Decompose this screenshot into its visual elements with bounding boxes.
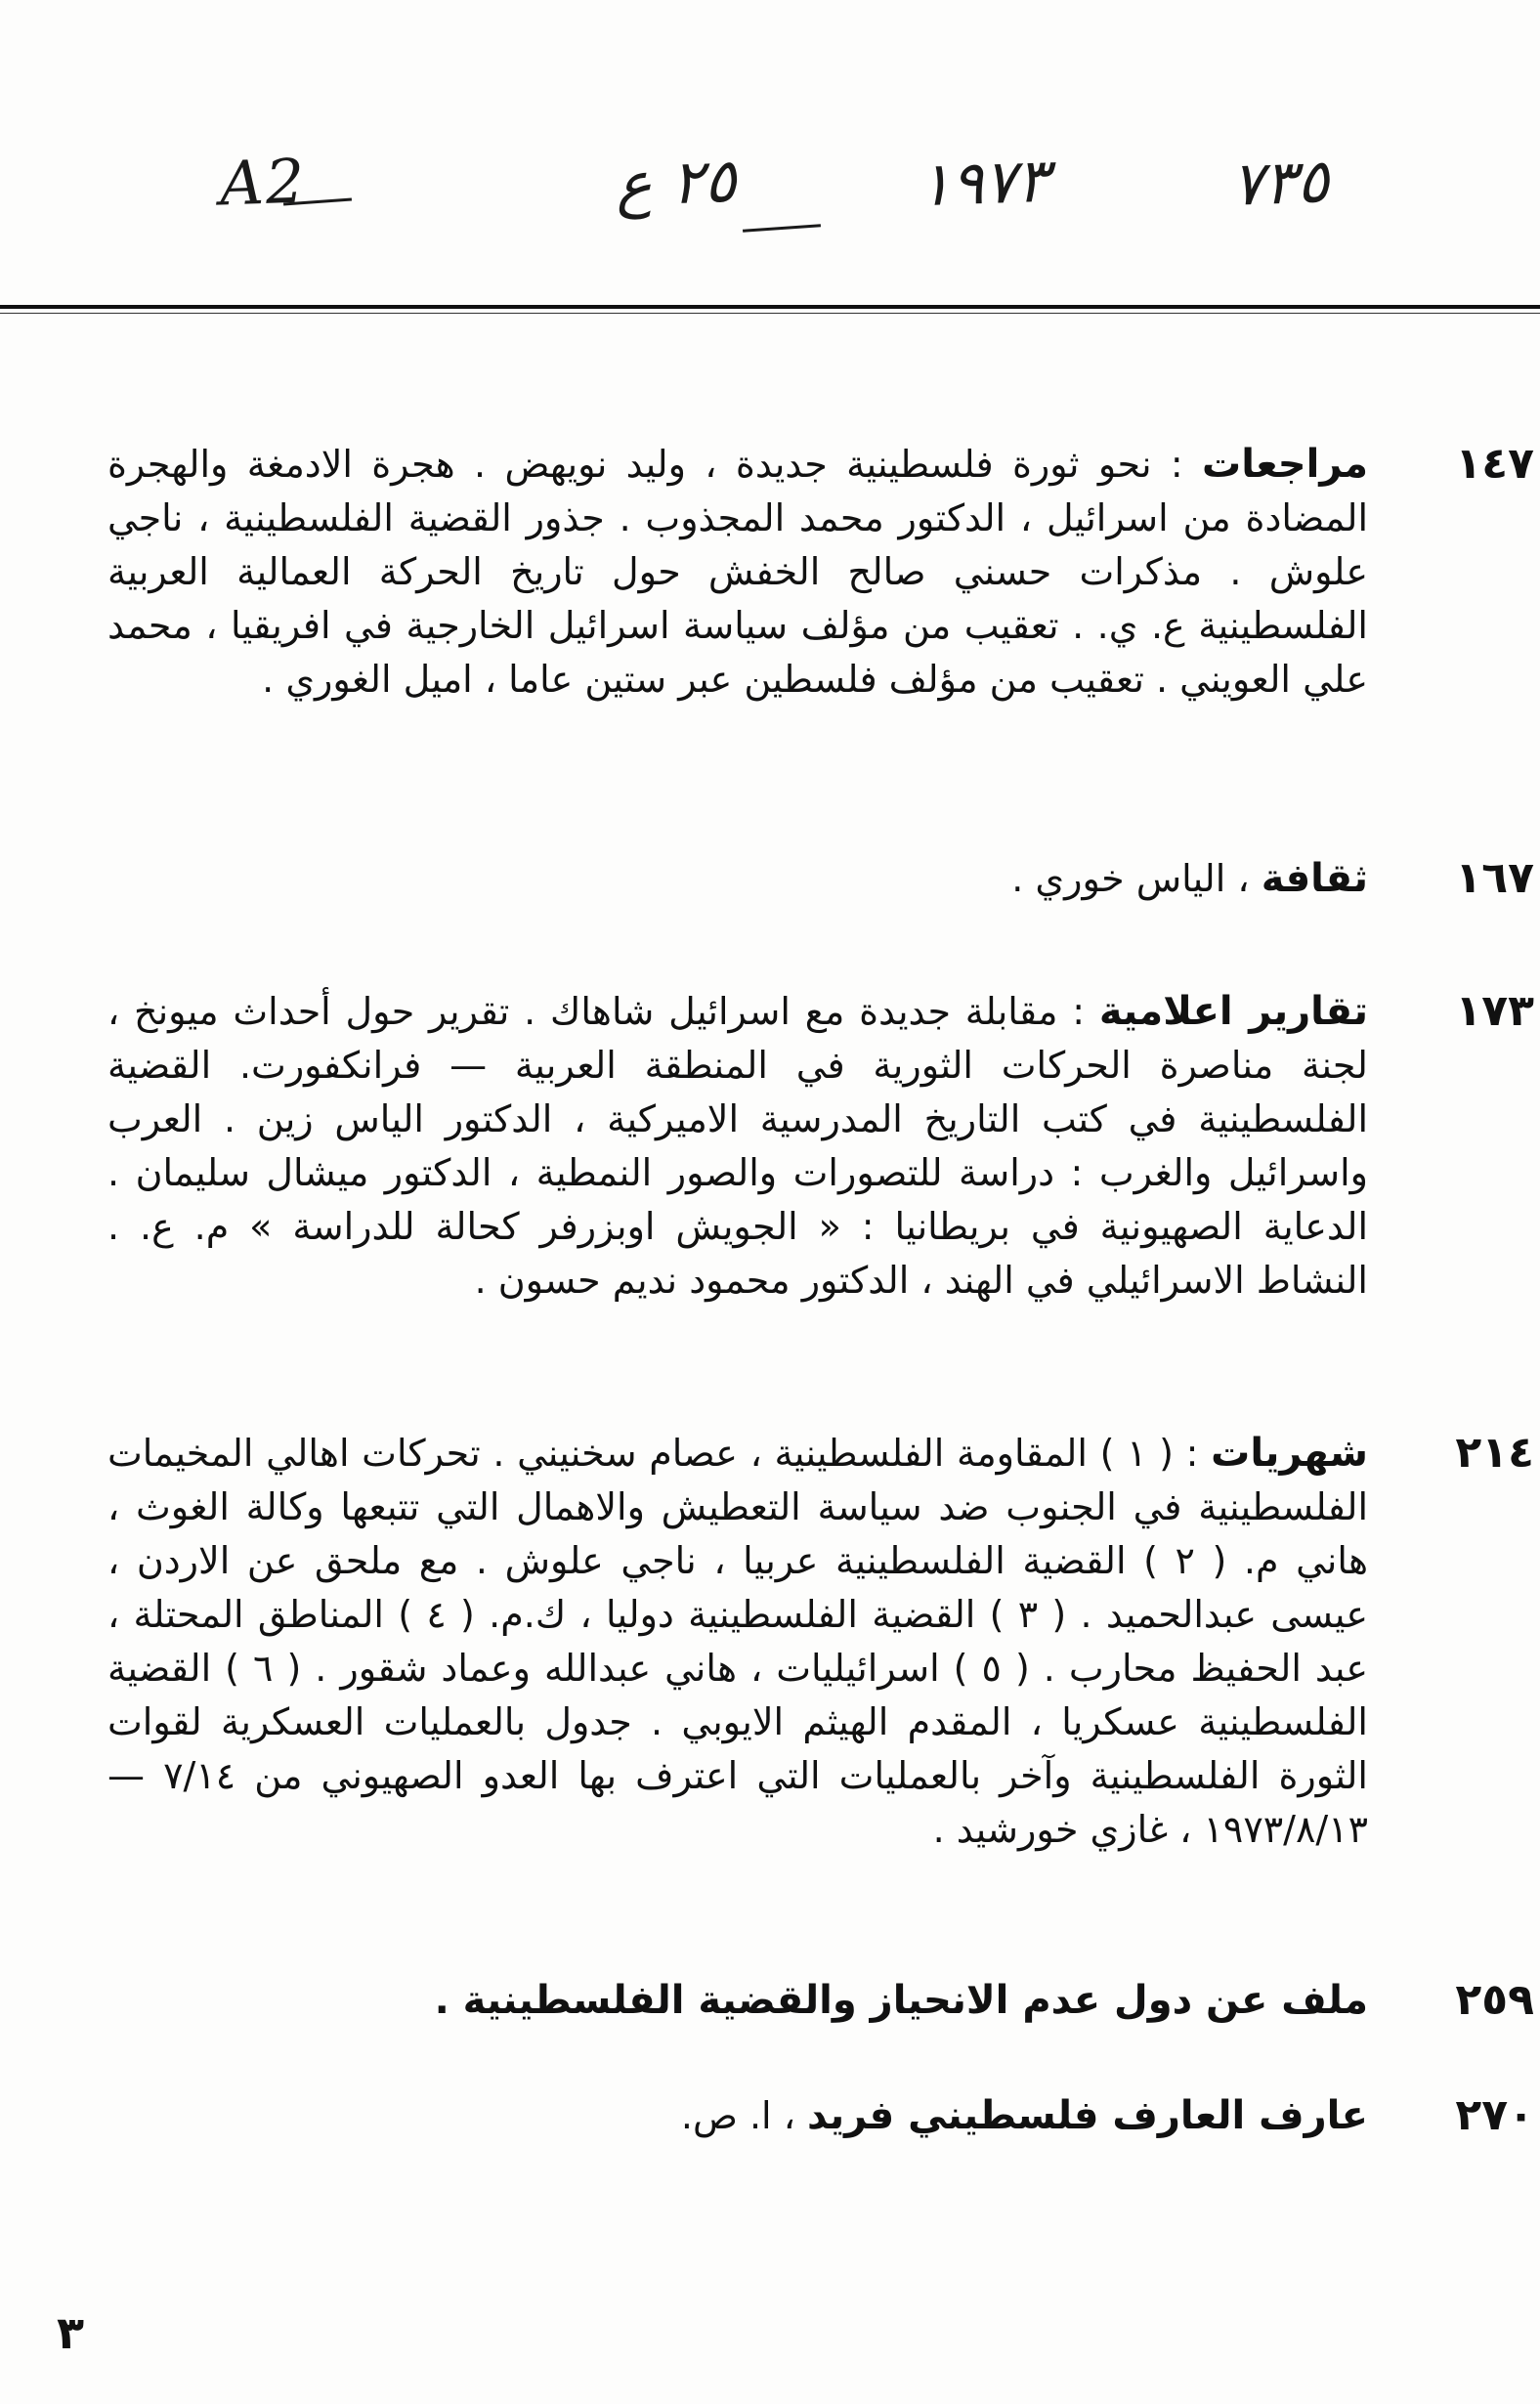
entry-text xyxy=(107,438,1368,707)
entry-text xyxy=(107,2089,1368,2143)
entry-page-number: ١٤٧ xyxy=(1455,439,1534,489)
entry-page-number: ٢١٤ xyxy=(1455,1428,1534,1478)
header-rule-thin xyxy=(0,313,1540,314)
entry-heading: شهريات xyxy=(1211,1431,1368,1476)
entry-heading: ثقافة xyxy=(1261,856,1368,901)
page-number: ٣ xyxy=(57,2306,85,2359)
entry-heading: تقارير اعلامية xyxy=(1098,989,1369,1034)
toc-entry xyxy=(107,438,1534,760)
handwritten-year: ١٩٧٣ xyxy=(917,144,1050,221)
entry-text xyxy=(107,1427,1368,1857)
handwritten-underline xyxy=(743,224,821,233)
entry-page-number: ٢٧٠ xyxy=(1455,2090,1534,2140)
entry-content: : مقابلة جديدة مع اسرائيل شاهاك . تقرير حول أحداث ميونخ ، لجنة مناصرة الحركات الثورية في المنطقة العربية — فرانكفورت. القضية الفلسطينية في كتب التاريخ المدرسية الاميركية ، الدكتور الياس زين . العرب واسرائيل والغرب : دراسة للتصورات والصور النمطية ، الدكتور ميشال سليمان . الدعاية الصهيونية في بريطانيا : « الجويش اوبزرفر كحالة للدراسة » م. ع. . النشاط الاسرائيلي في الهند ، الدكتور محمود نديم حسون . xyxy=(107,990,1368,1302)
entry-page-number: ١٧٣ xyxy=(1455,986,1534,1036)
entry-text xyxy=(107,985,1368,1308)
entry-heading: عارف العارف فلسطيني فريد xyxy=(807,2093,1368,2138)
handwritten-number: ٧٣٥ xyxy=(1229,145,1331,220)
toc-entry xyxy=(107,1427,1534,1915)
entry-page-number: ٢٥٩ xyxy=(1455,1975,1534,2025)
entry-heading: مراجعات xyxy=(1202,442,1368,487)
toc-entry xyxy=(107,852,1534,911)
entry-content: : نحو ثورة فلسطينية جديدة ، وليد نويهض . هجرة الادمغة والهجرة المضادة من اسرائيل ، الدكتور محمد المجذوب . جذور القضية الفلسطينية ، ناجي علوش . مذكرات حسني صالح الخفش حول تاريخ الحركة العمالية العربية الفلسطينية ع. ي. . تعقيب من مؤلف سياسة اسرائيل الخارجية في افريقيا ، محمد علي العويني . تعقيب من مؤلف فلسطين عبر ستين عاما ، اميل الغوري . xyxy=(107,443,1368,701)
entry-content: : ( ١ ) المقاومة الفلسطينية ، عصام سخنيني . تحركات اهالي المخيمات الفلسطينية في الجنوب ضد سياسة التعطيش والاهمال التي تتبعها وكالة الغوث ، هاني م. ( ٢ ) القضية الفلسطينية عربيا ، ناجي علوش . مع ملحق عن الاردن ، عيسى عبدالحميد . ( ٣ ) القضية الفلسطينية دوليا ، ك.م. ( ٤ ) المناطق المحتلة ، عبد الحفيظ محارب . ( ٥ ) اسرائيليات ، هاني عبدالله وعماد شقور . ( ٦ ) القضية الفلسطينية عسكريا ، المقدم الهيثم الايوبي . جدول بالعمليات العسكرية لقوات الثورة الفلسطينية وآخر بالعمليات التي اعترف بها العدو الصهيوني من ٧/١٤ — ١٩٧٣/٨/١٣ ، غازي خورشيد . xyxy=(107,1432,1369,1851)
handwritten-code: A2 xyxy=(218,145,308,220)
entry-content: ، ا. ص. xyxy=(680,2094,808,2137)
handwritten-issue: ٢٥ ع xyxy=(614,144,738,221)
toc-entry xyxy=(107,1974,1534,2033)
entry-text xyxy=(107,852,1368,906)
toc-entry xyxy=(107,2089,1534,2148)
entry-content: ، الياس خوري . xyxy=(1011,857,1262,900)
entry-page-number: ١٦٧ xyxy=(1455,853,1534,903)
header-rule xyxy=(0,305,1540,309)
entry-text: ملف عن دول عدم الانحياز والقضية الفلسطينية . xyxy=(434,1978,1368,2023)
toc-entry xyxy=(107,985,1534,1366)
